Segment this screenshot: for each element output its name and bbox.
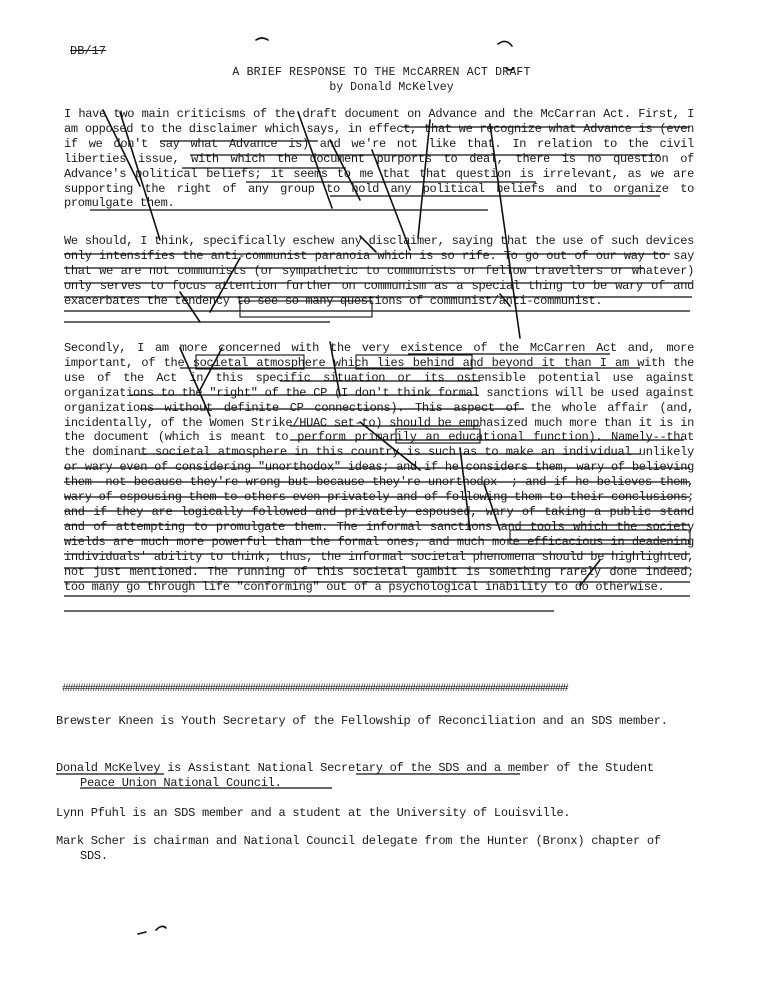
bio-mark-scher: Mark Scher is chairman and National Council delegate from the Hunter (Bronx) chapter of SDS. — [56, 834, 661, 863]
bio-brewster-kneen: Brewster Kneen is Youth Secretary of the Fellowship of Reconciliation and an SDS member. — [56, 714, 668, 728]
document-title: A BRIEF RESPONSE TO THE McCARREN ACT DRAFT — [232, 66, 531, 79]
document-byline: by Donald McKelvey — [329, 81, 454, 94]
paragraph-3: Secondly, I am more concerned with the very existence of the McCarren Act and, more important, of the societal atmosphere which lies behind and beyond it than I am with the use of the Act in this specific situation or its ostensible potential use against organizations to the "right" of the CP (I don't think formal sanctions will be used against organizations without definite CP connections). This aspect of the whole affair (and, incidentally, of the Women Strike/HUAC set-to) should be emphasized much more than it is in the document (which is meant to perform primarily an educational function). Namely--that the dominant societal atmosphere in this country is such as to make an individual unlikely or wary even of considering "unorthodox" ideas; and if he considers them, wary of believing them--not because they're wrong but because they're unorthodox--; and if he believes them, wary of espousing them to others even privately and of following them to their conclusions; and if they are logically followed and privately espoused, wary of taking a public stand and of attempting to promulgate them. The informal sanctions and tools which the society wields are much more powerful than the formal ones, and much more efficacious in deadening individuals' ability to think; thus, the informal societal phenomena should be highlighted, not just mentioned. The running of this societal gambit is something rarely done indeed; too many go through life "conforming" out of a psychological inability to do otherwise. — [64, 341, 694, 594]
paragraph-2: We should, I think, specifically eschew any disclaimer, saying that the use of such devices only intensifies the anti-communist paranoia which is so rife. To go out of our way to say that we are not communists (or sympathetic to communists or fellow travellers or whatever) only serves to focus attention further on communism as a special thing to be wary of and exacerbates the tendency to see so many questions of communist/anti-communist. — [64, 234, 694, 308]
bio-donald-mckelvey: Donald McKelvey is Assistant National Secretary of the SDS and a member of the Student Peace Union National Council. — [56, 761, 654, 790]
bio-lynn-pfuhl: Lynn Pfuhl is an SDS member and a student at the University of Louisville. — [56, 806, 571, 820]
section-divider: ##################################################################################################### — [62, 683, 568, 695]
document-code: DB/17 — [70, 44, 107, 58]
paragraph-1: I have two main criticisms of the draft document on Advance and the McCarran Act. First, I am opposed to the disclaimer which says, in effect, that we recognize what Advance is (even if we don't say what Advance is) and we're not like that. In relation to the civil liberties issue, with which the document purports to deal, there is no question of Advance's political beliefs; it seems to me that that question is irrelevant, as we are supporting the right of any group to hold any political beliefs and to organize to promulgate them. — [64, 107, 694, 211]
